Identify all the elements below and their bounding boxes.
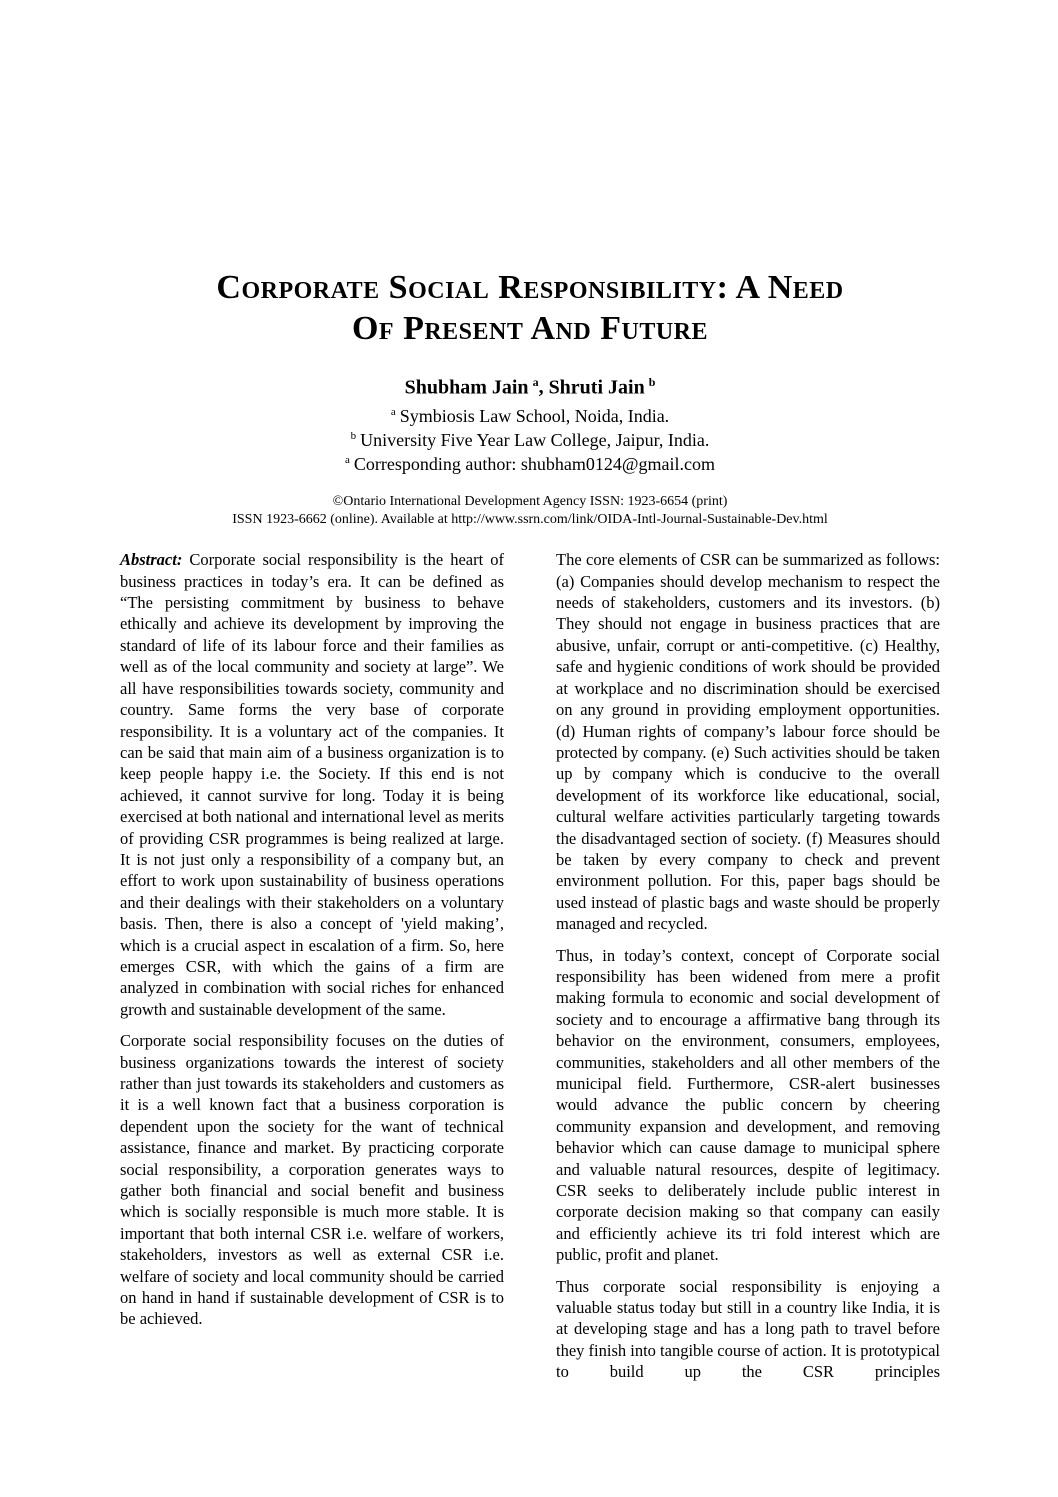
paper-title-line2: Of Present And Future	[351, 309, 709, 347]
publisher-issn-print-line: ©Ontario International Development Agency ISSN: 1923-6654 (print)	[332, 494, 728, 510]
affiliation-2-text: University Five Year Law College, Jaipur, India.	[360, 430, 710, 451]
affiliation-1-superscript: a	[390, 406, 396, 419]
left-column-paragraph-2: Corporate social responsibility focuses on the duties of business organizations towards the interest of society rather than just towards its stakeholders and customers as it is a well known fact that a business corporation is dependent upon the society for the want of technical assistance, finance and market. By practicing corporate social responsibility, a corporation generates ways to gather both financial and social benefit and business which is socially responsible is much more stable. It is important that both internal CSR i.e. welfare of workers, stakeholders, investors as well as external CSR i.e. welfare of society and local community should be carried on hand in hand if sustainable development of CSR is to be achieved.	[120, 1031, 504, 1329]
paper-title-line1: Corporate Social Responsibility: A Need	[216, 269, 844, 306]
affiliation-1	[120, 402, 940, 426]
author-separator: ,	[538, 376, 544, 399]
author-2-superscript: b	[648, 374, 656, 389]
right-column-paragraph-1: The core elements of CSR can be summarized as follows: (a) Companies should develop mechanism to respect the needs of stakeholders, customers and its investors. (b) They should not engage in business practices that are abusive, unfair, corrupt or anti-competitive. (c) Healthy, safe and hygienic conditions of work should be provided at workplace and no discrimination should be exercised on any ground in providing employment opportunities. (d) Human rights of company’s labour force should be protected by company. (e) Such activities should be taken up by company which is conducive to the overall development of its workforce like educational, social, cultural welfare activities particularly targeting towards the disadvantaged section of society. (f) Measures should be taken by every company to check and prevent environment pollution. For this, paper bags should be used instead of plastic bags and waste should be properly managed and recycled.	[556, 550, 940, 934]
authors-line	[120, 376, 940, 399]
publisher-block	[120, 493, 940, 528]
right-column-paragraph-3: Thus corporate social responsibility is enjoying a valuable status today but still in a country like India, it is at developing stage and has a long path to travel before they finish into tangible course of action. It is prototypical to build up the CSR principles	[556, 1276, 940, 1382]
right-column-paragraph-2: Thus, in today’s context, concept of Corporate social responsibility has been widened from mere a profit making formula to economic and social development of society and to encourage a affirmative bang through its behavior on the environment, consumers, employees, communities, stakeholders and all other members of the municipal field. Furthermore, CSR-alert businesses would advance the public concern by cheering community expansion and development, and removing behavior which can cause damage to municipal sphere and valuable natural resources, despite of legitimacy. CSR seeks to deliberately include public interest in corporate decision making so that company can easily and efficiently achieve its tri fold interest which are public, profit and planet.	[556, 945, 940, 1265]
left-column	[120, 549, 504, 1392]
corresponding-author-text: Corresponding author: shubham0124@gmail.com	[353, 454, 715, 475]
right-column	[556, 549, 940, 1392]
affiliation-2-superscript: b	[350, 430, 357, 443]
two-column-body	[120, 549, 940, 1392]
paper-title	[120, 268, 940, 350]
abstract-text: Corporate social responsibility is the heart of business practices in today’s era. It can be defined as “The persisting commitment by business to behave ethically and achieve its development by improving the standard of life of its labour force and their families as well as of the local community and society at large”. We all have responsibilities towards society, community and country. Same forms the very base of corporate responsibility. It is a voluntary act of the companies. It can be said that main aim of a business organization is to keep people happy i.e. the Society. If this end is not achieved, it cannot survive for long. Today it is being exercised at both national and international level as merits of providing CSR programmes is being realized at large. It is not just only a responsibility of a company but, an effort to work upon sustainability of business operations and their dealings with their stakeholders on a voluntary basis. Then, there is also a concept of 'yield making’, which is a crucial aspect in escalation of a firm. So, here emerges CSR, with which the gains of a firm are analyzed in combination with social riches for enhanced growth and sustainable development of the same.	[120, 550, 505, 1019]
author-1-name: Shubham Jain	[404, 376, 529, 399]
affiliations-block	[120, 402, 940, 474]
abstract-paragraph	[120, 549, 504, 1020]
paper-header	[120, 268, 940, 528]
corresponding-author-superscript: a	[345, 454, 350, 467]
affiliation-1-text: Symbiosis Law School, Noida, India.	[399, 406, 670, 427]
corresponding-author-line	[120, 450, 940, 474]
author-2-name: Shruti Jain	[548, 376, 645, 399]
abstract-label: Abstract:	[120, 550, 183, 570]
publisher-issn-online-line: ISSN 1923-6662 (online). Available at http://www.ssrn.com/link/OIDA-Intl-Journal-Sustainable-Dev.html	[232, 511, 828, 527]
author-1-superscript: a	[532, 374, 539, 389]
affiliation-2	[120, 426, 940, 450]
